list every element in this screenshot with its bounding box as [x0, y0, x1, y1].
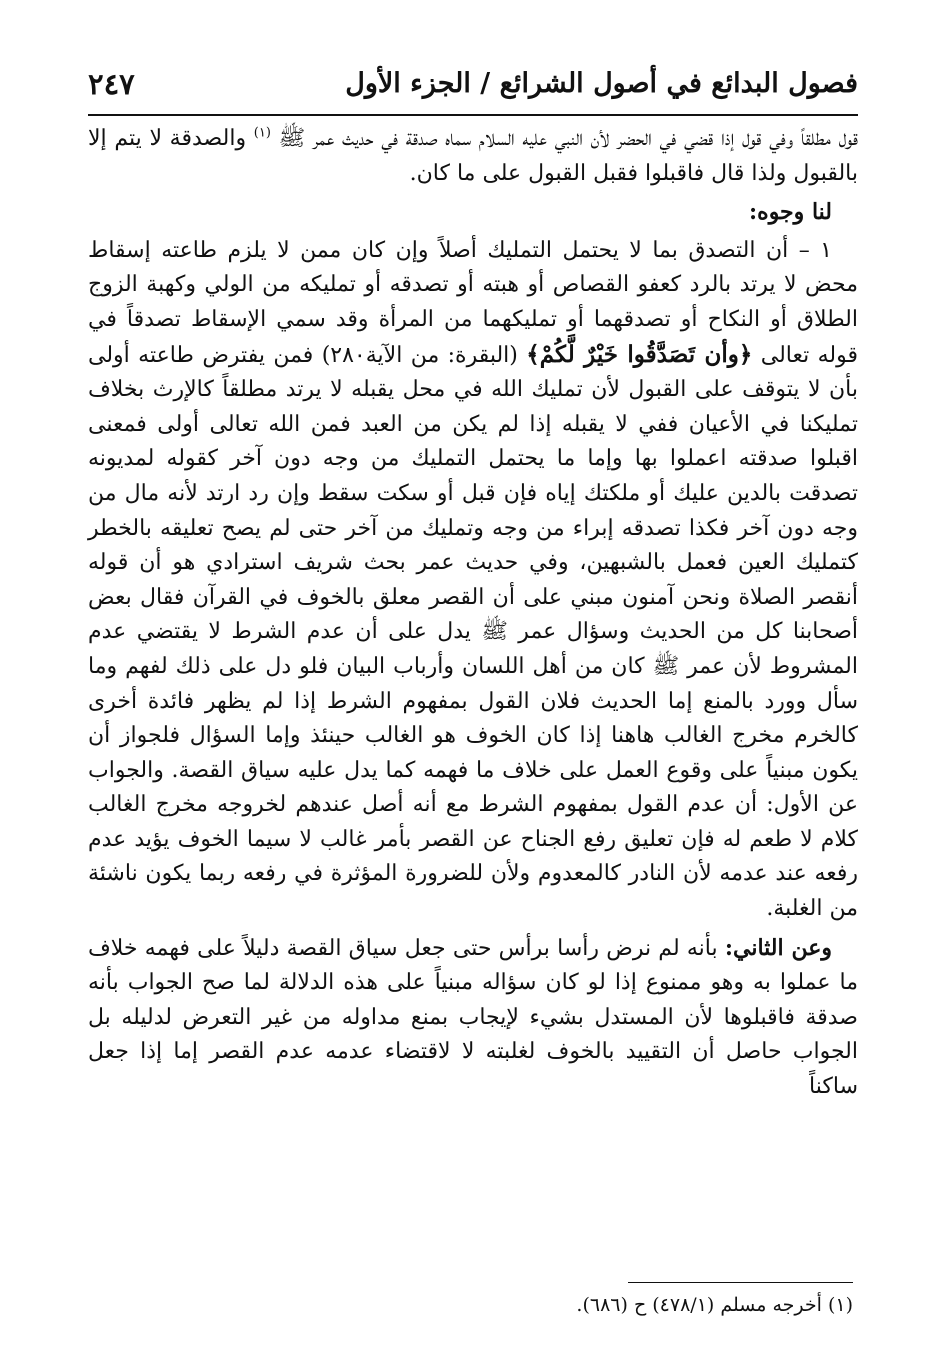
- paragraph-2-text-a: ١ – أن التصدق بما لا يحتمل التمليك أصلاً وإن كان ممن لا يلزم طاعته إسقاط محض لا يرتد بالرد كعفو القصاص أو هبته أو تصدقه أو تمليكه من الولي وكهبة الزوج الطلاق أو النكاح أو تصدقهما أو تمليكهما من المرأة وقد سمي الإسقاط تصدقاً في قوله تعالى: [88, 237, 858, 368]
- section-heading: لنا وجوه:: [749, 199, 832, 226]
- paragraph-1: [88, 122, 858, 191]
- paragraph-3-text: بأنه لم نرض رأسا برأس حتى جعل سياق القصة دليلاً على فهمه خلاف ما عملوا به وهو ممنوع إذا لو كان سؤاله مبنياً على هذه الدلالة لما صح الجواب بأنه صدقة فاقبلوها لأن المستدل بشيء لإيجاب بمنع مداوله من غير التعرض لدليله بل الجواب حاصل أن التقييد بالخوف لغلبته لا لاقتضاء عدمه عدم القصر إما إذا جعل ساكناً: [88, 935, 858, 1100]
- page: [88, 60, 858, 1109]
- footnote-ref[interactable]: (١): [253, 125, 271, 141]
- paragraph-3-label: وعن الثاني:: [724, 934, 832, 961]
- page-header: [88, 60, 858, 104]
- paragraph-2-text-b: (البقرة: من الآية٢٨٠) فمن يفترض طاعته أولى بأن لا يتوقف على القبول لأن تمليك الله في محل يقبله لا يرتد مطلقاً كالإرث بخلاف تمليكنا في الأعيان ففي لا يقبله إذا لم يكن من العبد فمن الله تعالى أولى فمعنى اقبلوا صدقته اعملوا بها وإما ما يحتمل التمليك من وجه دون آخر كقوله لمديونه تصدقت بالدين عليك أو ملكتك إياه فإن قبل أو سكت سقط وإن رد ارتد لأنه مال من وجه دون آخر فكذا تصدقه إبراء من وجه وتمليك من آخر حتى لم يصح تعليقه بالخطر كتمليك العين فعمل بالشبهين، وفي حديث عمر بحث شريف استرادي هو أن قوله أنقصر الصلاة ونحن آمنون مبني على أن القصر معلق بالخوف في القرآن فقال بعض أصحابنا كل من الحديث وسؤال عمر ﷺ يدل على أن عدم الشرط لا يقتضي عدم المشروط لأن عمر ﷺ كان من أهل اللسان وأرباب البيان فلو دل على ذلك لفهم وما سأل وورد بالمنع إما الحديث فلان القول بمفهوم الشرط إذا لم يظهر فائدة أخرى كالخرم مخرج الغالب هاهنا إذا كان الخوف هو الغالب حينئذ وإما السؤال فلجواز أن يكون مبنياً على وقوع العمل على خلاف ما فهمه كما يدل عليه سياق القصة. والجواب عن الأول: أن عدم القول بمفهوم الشرط مع أنه أصل عندهم لخروجه مخرج الغالب كلام لا طعم له فإن تعليق رفع الجناح عن القصر بأمر غالب لا سيما الخوف يؤيد عدم رفعه عند عدمه لأن النادر كالمعدوم ولأن للضرورة المؤثرة في رفعه ربما يكون ناشئة من الغلبة.: [88, 342, 859, 922]
- paragraph-1-text-end: والصدقة لا يتم إلا بالقبول ولذا قال فاقبلوا فقبل القبول على ما كان.: [88, 126, 858, 186]
- header-rule: [88, 114, 858, 116]
- paragraph-1-text: قول مطلقاً وفي قول إذا قضي في الحضر لأن النبي عليه السلام سماه صدقة في حديث عمر ﷺ: [278, 126, 858, 151]
- quran-verse: ﴿وأن تَصَدَّقُوا خَيْرٌ لَّكُمْ﴾: [526, 340, 753, 368]
- book-title: فصول البدائع في أصول الشرائع / الجزء الأول: [345, 68, 858, 99]
- body-text: [88, 122, 858, 1105]
- paragraph-2: [88, 234, 858, 927]
- footnote-rule: [628, 1282, 853, 1283]
- footnote: (١) أخرجه مسلم (٤٧٨/١) ح (٦٨٦).: [576, 1294, 853, 1316]
- paragraph-3: [88, 931, 858, 1105]
- page-number: ٢٤٧: [88, 67, 135, 101]
